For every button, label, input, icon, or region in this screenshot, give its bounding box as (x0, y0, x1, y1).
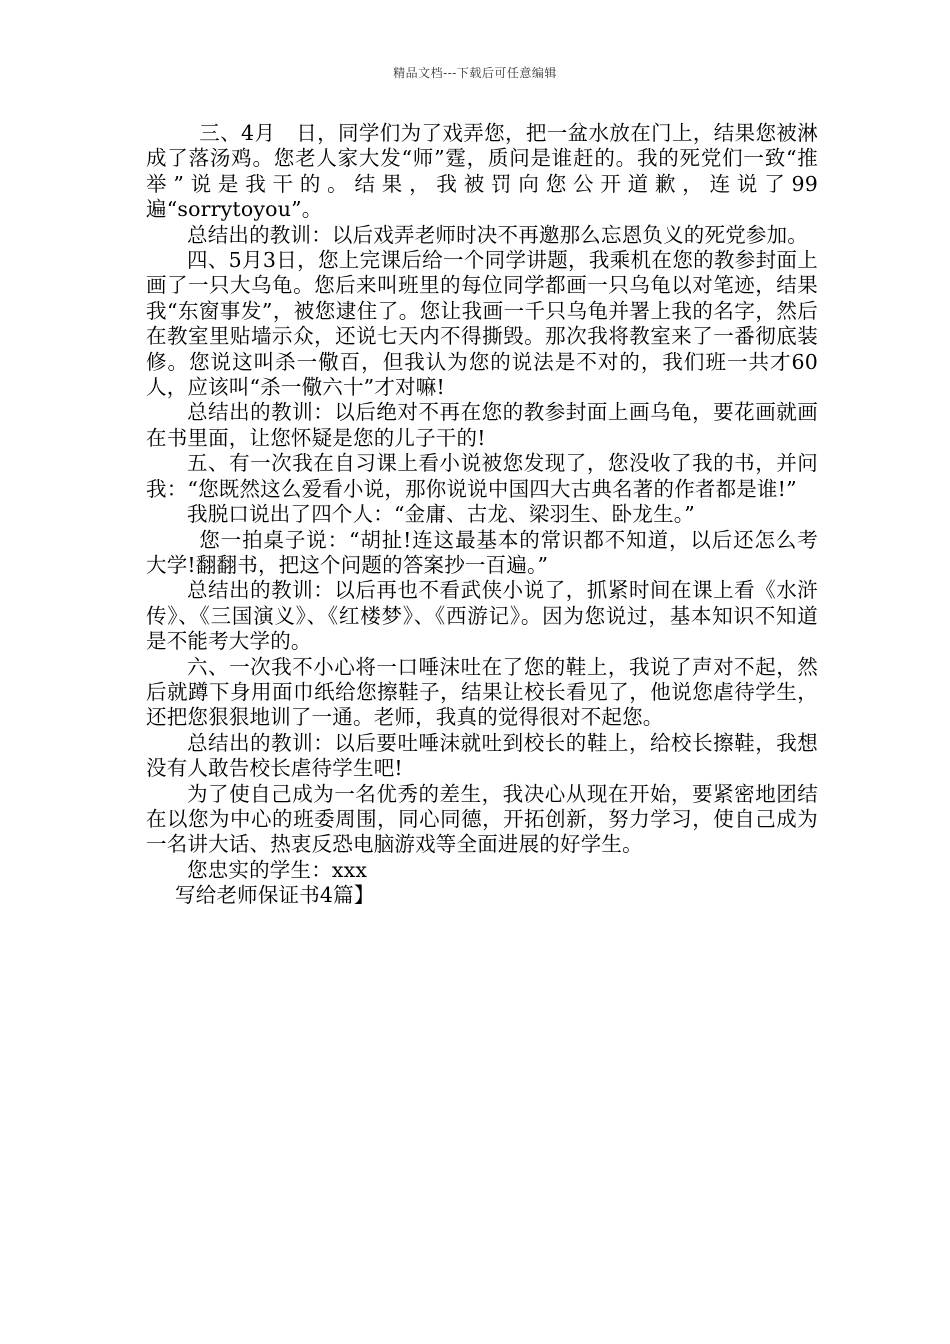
paragraph-teacher-reply: 您一拍桌子说：“胡扯!连这最基本的常识都不知道，以后还怎么考大学!翻翻书，把这个问题的答案抄一百遍。” (146, 527, 818, 577)
paragraph-section-title: 写给老师保证书4篇】 (175, 883, 375, 908)
paragraph-incident-3: 三、4月 日，同学们为了戏弄您，把一盆水放在门上，结果您被淋成了落汤鸡。您老人家大发“师”霆，质问是谁赶的。我的死党们一致“推举”说是我干的。结果，我被罚向您公开道歉，连说了99遍“sorrytoyou”。 (146, 121, 818, 222)
document-body (146, 121, 818, 909)
paragraph-incident-6: 六、一次我不小心将一口唾沫吐在了您的鞋上，我说了声对不起，然后就蹲下身用面巾纸给您擦鞋子，结果让校长看见了，他说您虐待学生，还把您狠狠地训了一通。老师，我真的觉得很对不起您。 (146, 654, 818, 730)
paragraph-lesson-6: 总结出的教训：以后要吐唾沫就吐到校长的鞋上，给校长擦鞋，我想没有人敢告校长虐待学生吧! (146, 730, 818, 781)
paragraph-resolution: 为了使自己成为一名优秀的差生，我决心从现在开始，要紧密地团结在以您为中心的班委周围，同心同德，开拓创新，努力学习，使自己成为一名讲大话、热衷反恐电脑游戏等全面进展的好学生。 (146, 781, 818, 857)
paragraph-lesson-4: 总结出的教训：以后绝对不再在您的教参封面上画乌龟，要花画就画在书里面，让您怀疑是您的儿子干的! (146, 400, 818, 450)
paragraph-lesson-3: 总结出的教训：以后戏弄老师时决不再邀那么忘恩负义的死党参加。 (187, 222, 808, 247)
paragraph-lesson-5: 总结出的教训：以后再也不看武侠小说了，抓紧时间在课上看《水浒传》、《三国演义》、《红楼梦》、《西游记》。因为您说过，基本知识不知道是不能考大学的。 (146, 578, 818, 654)
page-header: 精品文档---下载后可任意编辑 (393, 66, 557, 80)
paragraph-signature: 您忠实的学生：xxx (187, 857, 368, 882)
paragraph-answer: 我脱口说出了四个人：“金庸、古龙、梁羽生、卧龙生。” (187, 502, 695, 527)
paragraph-incident-5: 五、有一次我在自习课上看小说被您发现了，您没收了我的书，并问我：“您既然这么爱看小说，那你说说中国四大古典名著的作者都是谁!” (146, 451, 818, 501)
paragraph-incident-4: 四、5月3日，您上完课后给一个同学讲题，我乘机在您的教参封面上画了一只大乌龟。您后来叫班里的每位同学都画一只乌龟以对笔迹，结果我“东窗事发”，被您逮住了。您让我画一千只乌龟并署上我的名字，然后在教室里贴墙示众，还说七天内不得撕毁。那次我将教室来了一番彻底装修。您说这叫杀一儆百，但我认为您的说法是不对的，我们班一共才60人，应该叫“杀一儆六十”才对嘛! (146, 248, 818, 400)
